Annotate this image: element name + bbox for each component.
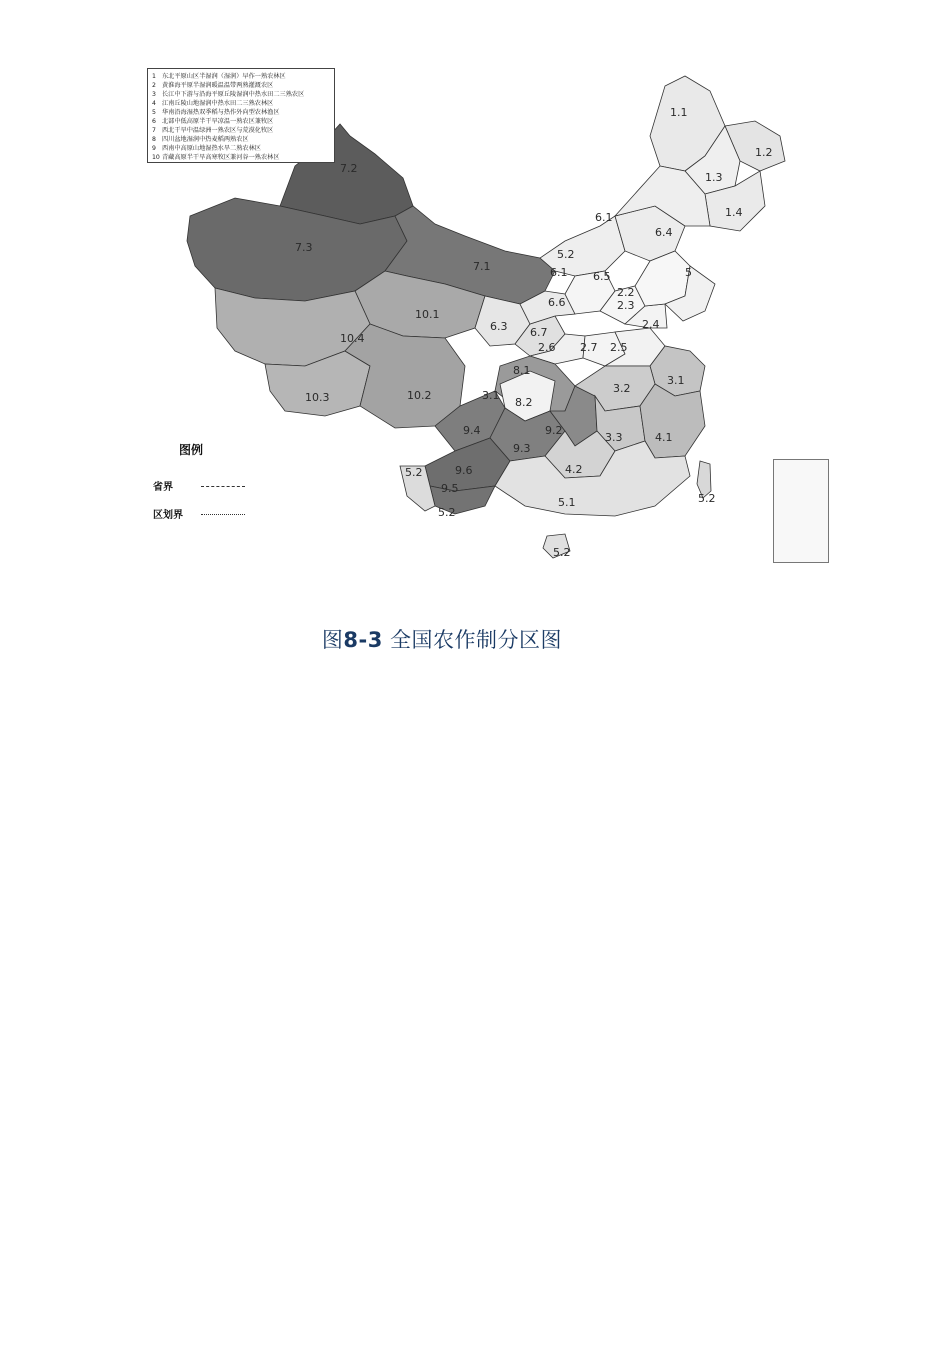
- label-6-7: 6.7: [530, 326, 548, 339]
- division-boundary-line: [201, 514, 245, 515]
- legend-item: 8 四川盆地湿润中热麦稻两熟农区: [152, 136, 249, 143]
- label-10-1: 10.1: [415, 308, 440, 321]
- zone-legend: [147, 68, 335, 163]
- label-6-3: 6.3: [490, 320, 508, 333]
- label-9-5: 9.5: [441, 482, 459, 495]
- label-3-1: 3.1: [667, 374, 685, 387]
- label-3-3: 3.3: [605, 431, 623, 444]
- label-1-2: 1.2: [755, 146, 773, 159]
- province-boundary-line: [201, 486, 245, 487]
- label-5-2-north: 5.2: [557, 248, 575, 261]
- legend-item: 4 江南丘陵山地湿润中热水田二三熟农林区: [152, 100, 274, 107]
- label-2-3: 2.3: [617, 299, 635, 312]
- label-2-2: 2.2: [617, 286, 635, 299]
- label-5-2-south: 5.2: [438, 506, 456, 519]
- label-6-5: 6.5: [593, 270, 611, 283]
- label-7-2: 7.2: [340, 162, 358, 175]
- label-2-6: 2.6: [538, 341, 556, 354]
- label-1-3: 1.3: [705, 171, 723, 184]
- label-3-1-west: 3.1: [482, 389, 500, 402]
- label-2-7: 2.7: [580, 341, 598, 354]
- label-5-2-hainan: 5.2: [553, 546, 571, 559]
- label-2-4: 2.4: [642, 318, 660, 331]
- label-5-2-yunnan: 5.2: [405, 466, 423, 479]
- legend-item: 1 东北平原山区半湿润（湿润）早作一熟农林区: [152, 73, 286, 80]
- legend-item: 5 华南沿海湿热双季稻与热作外向型农林渔区: [152, 109, 280, 116]
- south-china-sea-inset: [773, 459, 829, 563]
- label-9-6: 9.6: [455, 464, 473, 477]
- label-6-6: 6.6: [548, 296, 566, 309]
- china-agricultural-zoning-map: [145, 66, 830, 564]
- caption-title: 全国农作制分区图: [382, 628, 563, 652]
- label-3-2: 3.2: [613, 382, 631, 395]
- label-10-2: 10.2: [407, 389, 432, 402]
- label-10-4: 10.4: [340, 332, 365, 345]
- label-4-2: 4.2: [565, 463, 583, 476]
- label-6-4: 6.4: [655, 226, 673, 239]
- label-9-4: 9.4: [463, 424, 481, 437]
- label-8-1: 8.1: [513, 364, 531, 377]
- caption-figure-number: 8-3: [343, 628, 383, 652]
- legend-item: 2 黄淮海平原半湿润暖温温带两熟灌溉农区: [152, 82, 274, 89]
- label-9-2: 9.2: [545, 424, 563, 437]
- label-7-3: 7.3: [295, 241, 313, 254]
- label-5-2-taiwan: 5.2: [698, 492, 716, 505]
- map-key: [149, 438, 269, 528]
- division-boundary-label: 区划界: [153, 510, 183, 521]
- label-1-4: 1.4: [725, 206, 743, 219]
- legend-item: 7 西北干旱中温绿洲一熟农区与荒漠化牧区: [152, 127, 274, 134]
- caption-prefix: 图: [321, 628, 344, 652]
- label-5: 5: [685, 266, 692, 279]
- label-2-5: 2.5: [610, 341, 628, 354]
- inset-islands: [774, 460, 952, 958]
- legend-item: 10 青藏高原半干旱高寒牧区兼河谷一熟农林区: [152, 154, 280, 161]
- map-key-title: 图例: [179, 443, 204, 457]
- label-7-1: 7.1: [473, 260, 491, 273]
- label-1-1: 1.1: [670, 106, 688, 119]
- label-8-2: 8.2: [515, 396, 533, 409]
- province-boundary-label: 省界: [153, 482, 173, 493]
- label-9-3: 9.3: [513, 442, 531, 455]
- label-10-3: 10.3: [305, 391, 330, 404]
- legend-item: 3 长江中下游与沿海平原丘陵湿润中热水田二三熟农区: [152, 91, 305, 98]
- legend-item: 9 西南中高原山地湿热水旱二熟农林区: [152, 145, 261, 152]
- figure-caption: [0, 624, 884, 654]
- label-4-1: 4.1: [655, 431, 673, 444]
- label-5-1: 5.1: [558, 496, 576, 509]
- label-6-1b: 6.1: [550, 266, 568, 279]
- label-6-1: 6.1: [595, 211, 613, 224]
- legend-item: 6 北部中低高原半干旱凉温一熟农区兼牧区: [152, 118, 274, 125]
